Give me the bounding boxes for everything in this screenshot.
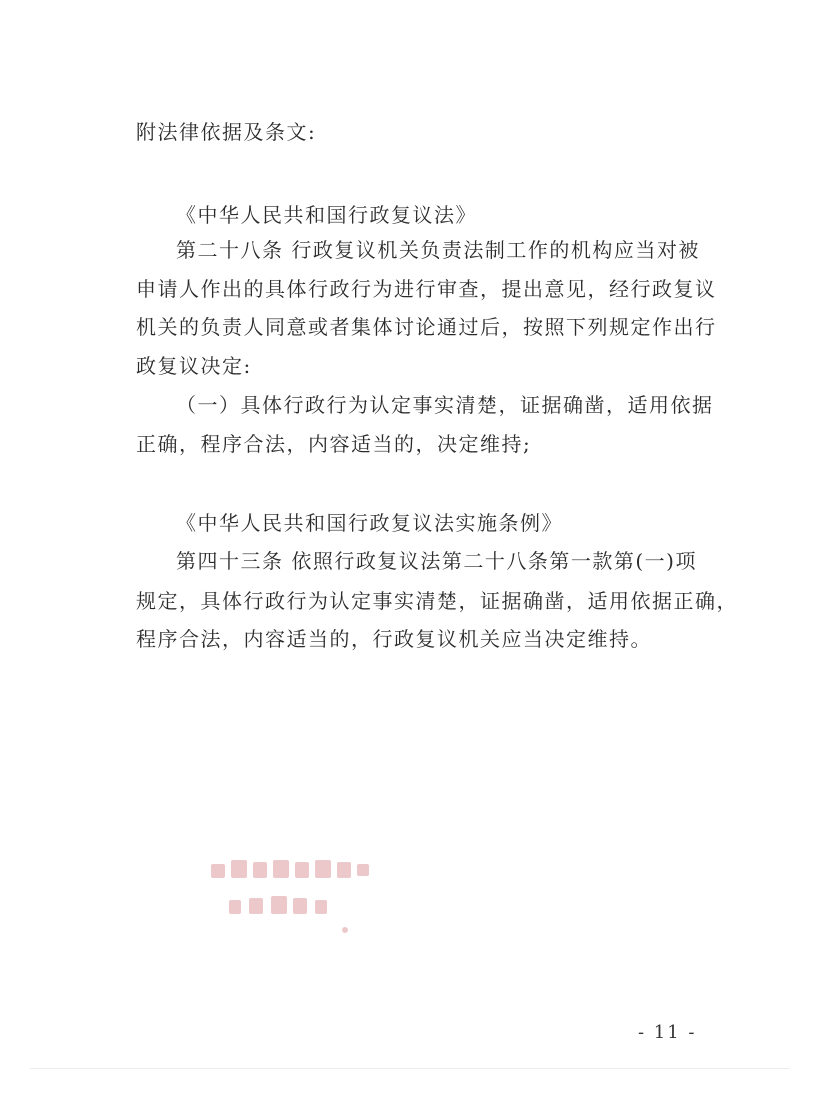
article-28-item-1-line-2: 正确，程序合法，内容适当的，决定维持;	[136, 432, 532, 456]
article-28-item-1-line-1: （一）具体行政行为认定事实清楚，证据确凿，适用依据	[176, 393, 714, 417]
article-28-line-4: 政复议决定:	[136, 354, 252, 378]
article-43-line-3: 程序合法，内容适当的，行政复议机关应当决定维持。	[136, 627, 652, 651]
law-title-administrative-reconsideration-law: 《中华人民共和国行政复议法》	[176, 203, 477, 227]
bottom-divider	[30, 1068, 790, 1069]
article-43-line-2: 规定，具体行政行为认定事实清楚，证据确凿，适用依据正确，	[136, 589, 738, 613]
legal-basis-heading: 附法律依据及条文:	[136, 120, 317, 144]
article-28-line-2: 申请人作出的具体行政行为进行审查，提出意见，经行政复议	[136, 277, 717, 301]
page-number: - 11 -	[638, 1022, 697, 1043]
faded-seal-stamp	[205, 848, 395, 948]
law-title-implementing-regulations: 《中华人民共和国行政复议法实施条例》	[176, 511, 563, 535]
article-28-line-3: 机关的负责人同意或者集体讨论通过后，按照下列规定作出行	[136, 315, 717, 339]
article-43-line-1: 第四十三条 依照行政复议法第二十八条第一款第(一)项	[176, 549, 697, 573]
article-28-line-1: 第二十八条 行政复议机关负责法制工作的机构应当对被	[176, 238, 700, 262]
